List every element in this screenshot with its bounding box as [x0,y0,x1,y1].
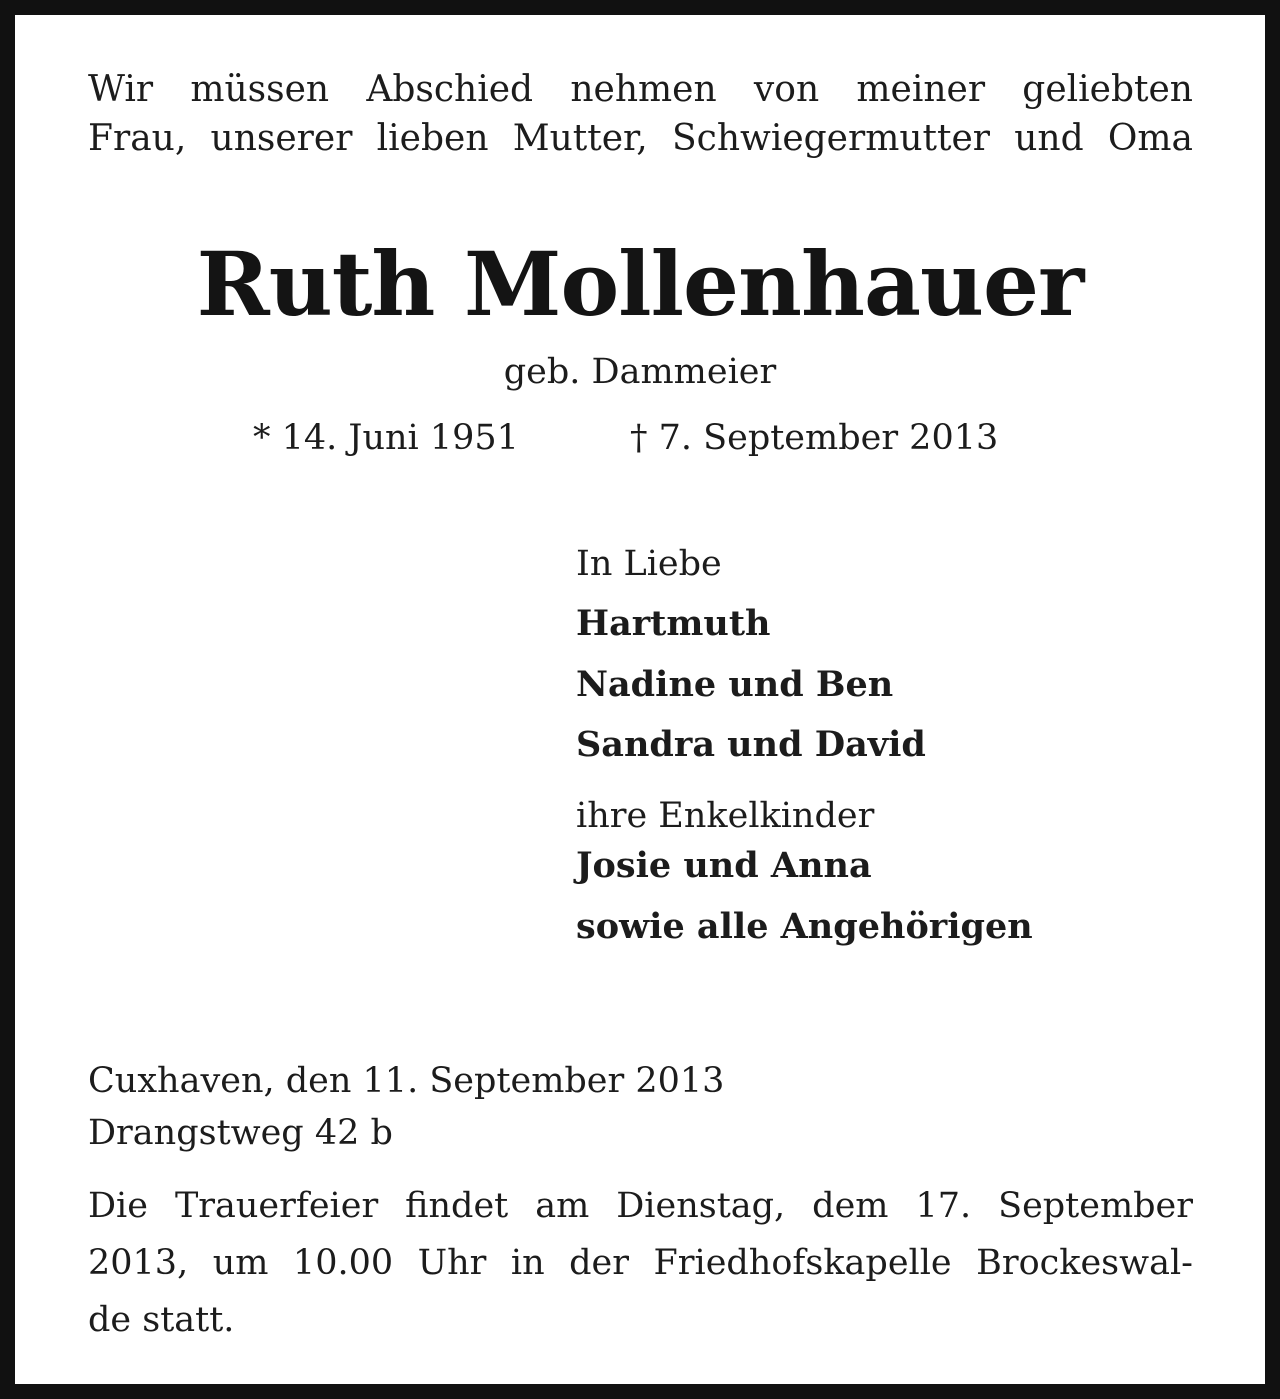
ceremony-paragraph [88,1178,1193,1349]
place-date: Cuxhaven, den 11. September 2013 [88,1061,725,1101]
grandchildren-label: ihre Enkelkinder [576,796,875,836]
relatives-line: sowie alle Angehörigen [576,906,1033,947]
deceased-name: Ruth Mollenhauer [196,232,1084,336]
maiden-name: geb. Dammeier [503,352,777,392]
mourners-intro: In Liebe [576,544,722,584]
death-date: † 7. September 2013 [630,418,999,458]
birth-date: * 14. Juni 1951 [253,418,519,458]
mourner-name: Sandra und David [576,724,926,765]
mourner-name: Nadine und Ben [576,664,894,705]
ceremony-line: de statt. [88,1300,235,1340]
intro-line-1: Wir müssen Abschied nehmen von meiner geliebten [88,69,1193,110]
ceremony-line: 2013, um 10.00 Uhr in der Friedhofskapelle Brockeswal- [88,1243,1193,1283]
ceremony-line: Die Trauerfeier findet am Dienstag, dem 17. September [88,1186,1193,1226]
intro-line-2: Frau, unserer lieben Mutter, Schwiegermutter und Oma [88,118,1193,159]
grandchildren-names: Josie und Anna [576,845,872,886]
mourner-name: Hartmuth [576,603,771,644]
address: Drangstweg 42 b [88,1113,393,1153]
